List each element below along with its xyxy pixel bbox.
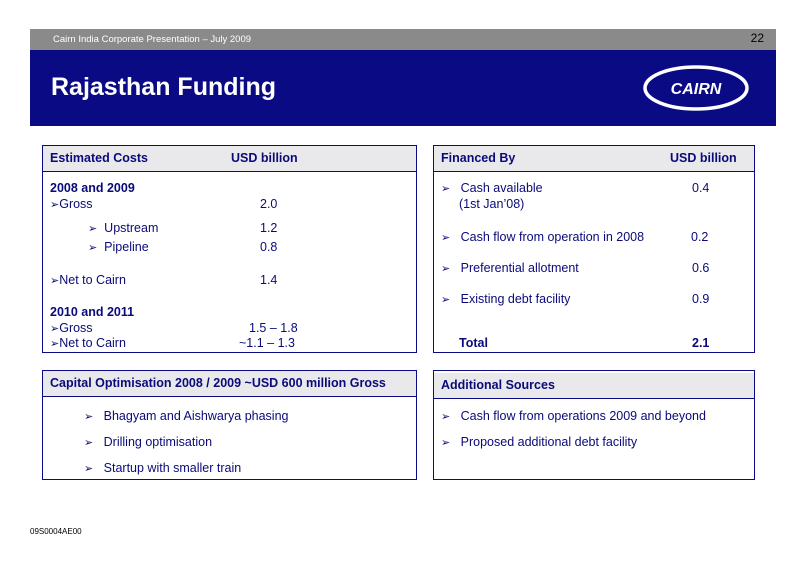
net-to-cairn-2010-row: ➢Net to Cairn (50, 336, 126, 350)
arrow-bullet-icon: ➢ (84, 437, 94, 449)
page-number: 22 (750, 31, 764, 45)
cash-available-value: 0.4 (692, 181, 710, 195)
list-item: ➢ Startup with smaller train (84, 461, 242, 475)
cash-flow-2008-row: ➢ Cash flow from operation in 2008 (441, 230, 645, 244)
total-value: 2.1 (692, 336, 710, 350)
list-item: ➢ Proposed additional debt facility (441, 435, 638, 449)
capital-optimisation-header (43, 371, 416, 397)
page-title: Rajasthan Funding (51, 73, 276, 101)
cash-available-row: ➢ Cash available (441, 181, 543, 195)
financed-by-header (434, 146, 754, 172)
financed-by-heading: Financed By (441, 151, 516, 165)
net-to-cairn-2010-value: ~1.1 – 1.3 (239, 336, 295, 350)
existing-debt-value: 0.9 (692, 292, 710, 306)
net-to-cairn-row: ➢Net to Cairn (50, 273, 126, 287)
logo-text: CAIRN (670, 81, 722, 98)
net-to-cairn-value: 1.4 (260, 273, 278, 287)
top-bar (30, 29, 776, 50)
estimated-costs-panel (42, 145, 417, 353)
capital-optimisation-heading: Capital Optimisation 2008 / 2009 ~USD 600 million Gross (50, 376, 386, 390)
pipeline-row: ➢ Pipeline (88, 240, 149, 254)
cash-available-date: (1st Jan’08) (459, 197, 525, 211)
period-2008-2009: 2008 and 2009 (50, 181, 135, 195)
arrow-bullet-icon: ➢ (441, 232, 451, 244)
title-banner (30, 50, 776, 126)
cash-flow-2008-value: 0.2 (691, 230, 709, 244)
arrow-bullet-icon: ➢ (441, 437, 451, 449)
existing-debt-row: ➢ Existing debt facility (441, 292, 571, 306)
arrow-bullet-icon: ➢ (84, 463, 94, 475)
upstream-row: ➢ Upstream (88, 221, 159, 235)
additional-sources-header (434, 373, 754, 399)
pipeline-value: 0.8 (260, 240, 278, 254)
document-code: 09S0004AE00 (30, 527, 82, 536)
arrow-bullet-icon: ➢ (88, 242, 98, 254)
list-item: ➢ Cash flow from operations 2009 and beyond (441, 409, 706, 423)
list-item: ➢ Bhagyam and Aishwarya phasing (84, 409, 289, 423)
presentation-subtitle: Cairn India Corporate Presentation – July 2009 (53, 34, 252, 45)
arrow-bullet-icon: ➢ (88, 223, 98, 235)
gross-2010-value: 1.5 – 1.8 (249, 321, 298, 335)
arrow-bullet-icon: ➢ (50, 323, 60, 335)
capital-optimisation-panel (42, 370, 417, 480)
arrow-bullet-icon: ➢ (50, 338, 60, 350)
upstream-value: 1.2 (260, 221, 278, 235)
arrow-bullet-icon: ➢ (441, 411, 451, 423)
preferential-allotment-value: 0.6 (692, 261, 710, 275)
additional-sources-heading: Additional Sources (441, 378, 555, 392)
estimated-costs-unit: USD billion (231, 151, 298, 165)
arrow-bullet-icon: ➢ (441, 183, 451, 195)
gross-value: 2.0 (260, 197, 278, 211)
financed-by-panel (433, 145, 755, 353)
arrow-bullet-icon: ➢ (441, 263, 451, 275)
preferential-allotment-row: ➢ Preferential allotment (441, 261, 579, 275)
additional-sources-panel (433, 370, 755, 480)
financed-by-unit: USD billion (670, 151, 737, 165)
gross-row: ➢Gross (50, 197, 93, 211)
arrow-bullet-icon: ➢ (50, 275, 60, 287)
gross-2010-row: ➢Gross (50, 321, 93, 335)
arrow-bullet-icon: ➢ (50, 199, 60, 211)
period-2010-2011: 2010 and 2011 (50, 305, 135, 319)
arrow-bullet-icon: ➢ (84, 411, 94, 423)
estimated-costs-header (43, 146, 416, 172)
cairn-logo (642, 64, 750, 112)
arrow-bullet-icon: ➢ (441, 294, 451, 306)
estimated-costs-heading: Estimated Costs (50, 151, 148, 165)
list-item: ➢ Drilling optimisation (84, 435, 213, 449)
total-label: Total (459, 336, 488, 350)
